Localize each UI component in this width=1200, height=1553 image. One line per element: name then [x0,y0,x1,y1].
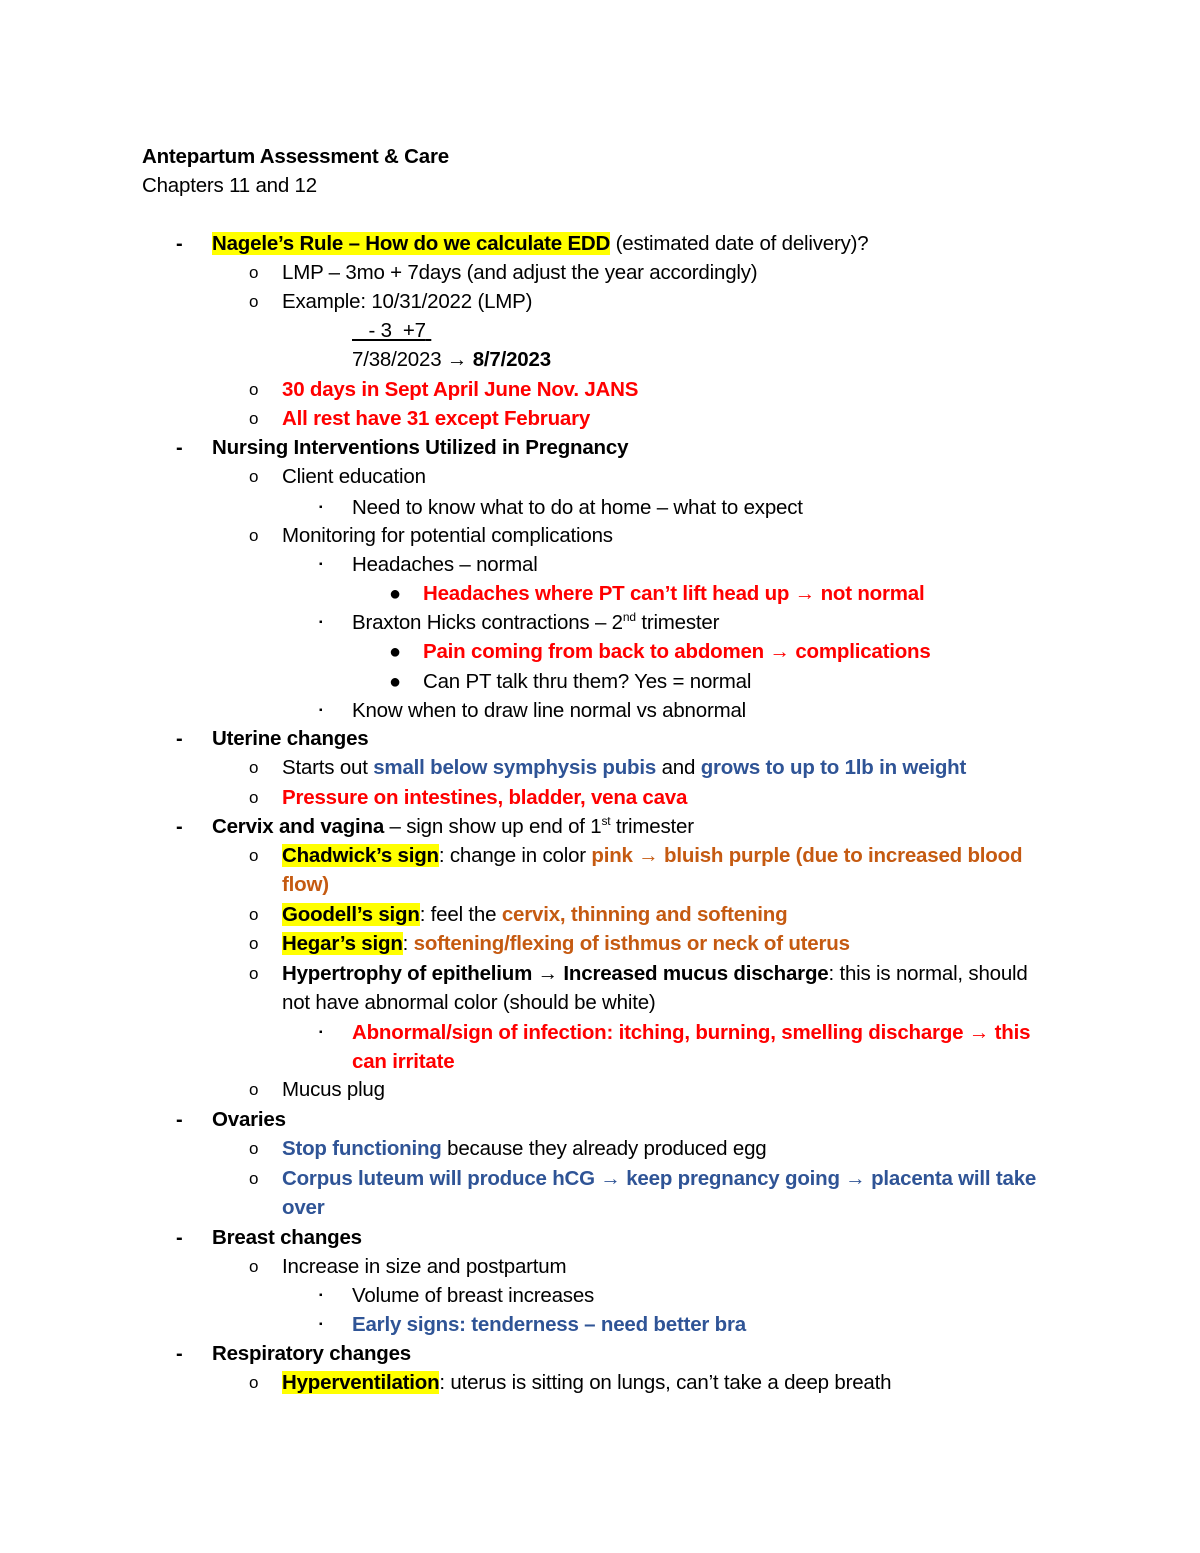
dash-marker: - [176,1227,183,1249]
circle-marker: o [249,409,259,428]
nagele-months-30: 30 days in Sept April June Nov. JANS [282,378,639,401]
circle-marker: o [249,1169,259,1188]
hypertrophy-cont: not have abnormal color (should be white) [282,991,656,1014]
mucus-plug: Mucus plug [282,1078,385,1101]
pain-back [423,640,931,664]
bullet-marker: ● [389,583,402,605]
uterine-b: small below symphysis pubis [373,756,657,779]
circle-marker: o [249,263,259,282]
breast-heading: Breast changes [212,1226,362,1249]
headaches-abnormal [423,582,925,606]
hegar-line [282,932,850,956]
uterine-a: Starts out [282,756,374,779]
circle-marker: o [249,526,259,545]
nagele-formula: LMP – 3mo + 7days (and adjust the year accordingly) [282,261,758,284]
chadwick-c: bluish purple (due to increased blood [658,844,1023,867]
respiratory-heading: Respiratory changes [212,1342,411,1365]
page-title: Antepartum Assessment & Care [142,145,449,168]
chadwick-b: pink [591,844,639,867]
braxton-b: trimester [635,611,720,634]
circle-marker: o [249,380,259,399]
infection-cont: can irritate [352,1050,455,1073]
nagele-calc-line [352,319,431,343]
square-marker: ▪ [319,502,323,513]
circle-marker: o [249,846,259,865]
nagele-heading [212,232,869,256]
bullet-marker: ● [389,671,402,693]
hyper-a: Hypertrophy of epithelium [282,962,538,985]
circle-marker: o [249,964,259,983]
square-marker: ▪ [319,559,323,570]
uterine-pressure: Pressure on intestines, bladder, vena cava [282,786,688,809]
headaches-abnormal-a: Headaches where PT can’t lift head up [423,582,795,605]
talk-thru: Can PT talk thru them? Yes = normal [423,670,752,693]
arrow-icon: → [845,1167,866,1190]
arrow-icon: → [769,640,790,663]
calc-adjust: - 3 +7 [368,319,426,342]
abn-a: Abnormal/sign of infection: itching, burning, smelling discharge [352,1021,969,1044]
hegar-sign: Hegar’s sign [282,932,403,955]
circle-marker: o [249,467,259,486]
dash-marker: - [176,816,183,838]
monitoring: Monitoring for potential complications [282,524,613,547]
square-marker: ▪ [319,1319,323,1330]
ovaries-stop [282,1137,766,1161]
page-subtitle: Chapters 11 and 12 [142,174,317,197]
corpus-a: Corpus luteum will produce hCG [282,1167,601,1190]
nagele-months-31: All rest have 31 except February [282,407,591,430]
headaches-abnormal-b: not normal [815,582,925,605]
ovaries-b: because they already produced egg [441,1137,767,1160]
hyper-c: : this is normal, should [828,962,1028,985]
uterine-starts [282,756,966,780]
hegar-a: : [402,932,414,955]
uterine-d: grows to up to 1lb in weight [700,756,967,779]
breast-increase: Increase in size and postpartum [282,1255,567,1278]
hyperventilation-rest: : uterus is sitting on lungs, can’t take a deep breath [439,1371,892,1394]
chadwick-a: : change in color [438,844,592,867]
calc-result: 8/7/2023 [467,348,551,371]
uterine-heading: Uterine changes [212,727,369,750]
cervix-title-b: – sign show up end of 1 [384,815,602,838]
cervix-title-c: trimester [610,815,694,838]
corpus-cont: over [282,1196,325,1219]
square-marker: ▪ [319,1027,323,1038]
circle-marker: o [249,1139,259,1158]
circle-marker: o [249,1257,259,1276]
square-marker: ▪ [319,617,323,628]
chadwick-cont: flow) [282,873,329,896]
hyper-b: Increased mucus discharge [557,962,829,985]
ovaries-a: Stop functioning [282,1137,442,1160]
corpus-b: keep pregnancy going [620,1167,846,1190]
braxton-a: Braxton Hicks contractions – 2 [352,611,623,634]
circle-marker: o [249,934,259,953]
chadwick-line [282,844,1022,868]
nagele-title-rest: (estimated date of delivery)? [610,232,869,255]
need-to-know: Need to know what to do at home – what to expect [352,496,803,519]
dash-marker: - [176,233,183,255]
braxton-sup: nd [622,610,636,625]
arrow-icon: → [968,1021,990,1044]
circle-marker: o [249,1373,259,1392]
dash-marker: - [176,1109,183,1131]
client-education: Client education [282,465,426,488]
dash-marker: - [176,1343,183,1365]
chadwick-sign: Chadwick’s sign [282,844,439,867]
hegar-b: softening/flexing of isthmus or neck of uterus [413,932,850,955]
nursing-heading: Nursing Interventions Utilized in Pregnancy [212,436,629,459]
square-marker: ▪ [319,705,323,716]
hypertrophy-line [282,962,1028,986]
dash-marker: - [176,437,183,459]
ovaries-heading: Ovaries [212,1108,286,1131]
arrow-icon: → [600,1167,621,1190]
goodell-sign: Goodell’s sign [282,903,420,926]
circle-marker: o [249,292,259,311]
arrow-icon: → [537,962,558,985]
corpus-luteum [282,1167,1036,1191]
cervix-title-a: Cervix and vagina [212,815,385,838]
goodell-line [282,903,787,927]
calc-intermediate: 7/38/2023 [352,348,447,371]
circle-marker: o [249,758,259,777]
circle-marker: o [249,788,259,807]
circle-marker: o [249,1080,259,1099]
headaches-normal: Headaches – normal [352,553,538,576]
nagele-example: Example: 10/31/2022 (LMP) [282,290,533,313]
cervix-heading [212,815,694,839]
dash-marker: - [176,728,183,750]
circle-marker: o [249,905,259,924]
nagele-title: Nagele’s Rule – How do we calculate EDD [212,232,611,255]
arrow-icon: → [446,348,468,371]
bullet-marker: ● [389,641,402,663]
uterine-c: and [656,756,701,779]
abn-b: this [989,1021,1031,1044]
hyperventilation-line [282,1371,891,1395]
infection-line [352,1021,1030,1045]
breast-volume: Volume of breast increases [352,1284,595,1307]
square-marker: ▪ [319,1290,323,1301]
pain-b: complications [789,640,931,663]
nagele-calc-result-line [352,348,551,372]
know-when: Know when to draw line normal vs abnormal [352,699,747,722]
pain-a: Pain coming from back to abdomen [423,640,770,663]
arrow-icon: → [638,844,659,867]
breast-early-signs: Early signs: tenderness – need better bra [352,1313,746,1336]
hyperventilation-sign: Hyperventilation [282,1371,440,1394]
cervix-title-sup: st [601,814,611,829]
braxton-hicks [352,611,719,635]
goodell-a: : feel the [419,903,502,926]
goodell-b: cervix, thinning and softening [501,903,788,926]
corpus-c: placenta will take [865,1167,1037,1190]
arrow-icon: → [794,582,816,605]
